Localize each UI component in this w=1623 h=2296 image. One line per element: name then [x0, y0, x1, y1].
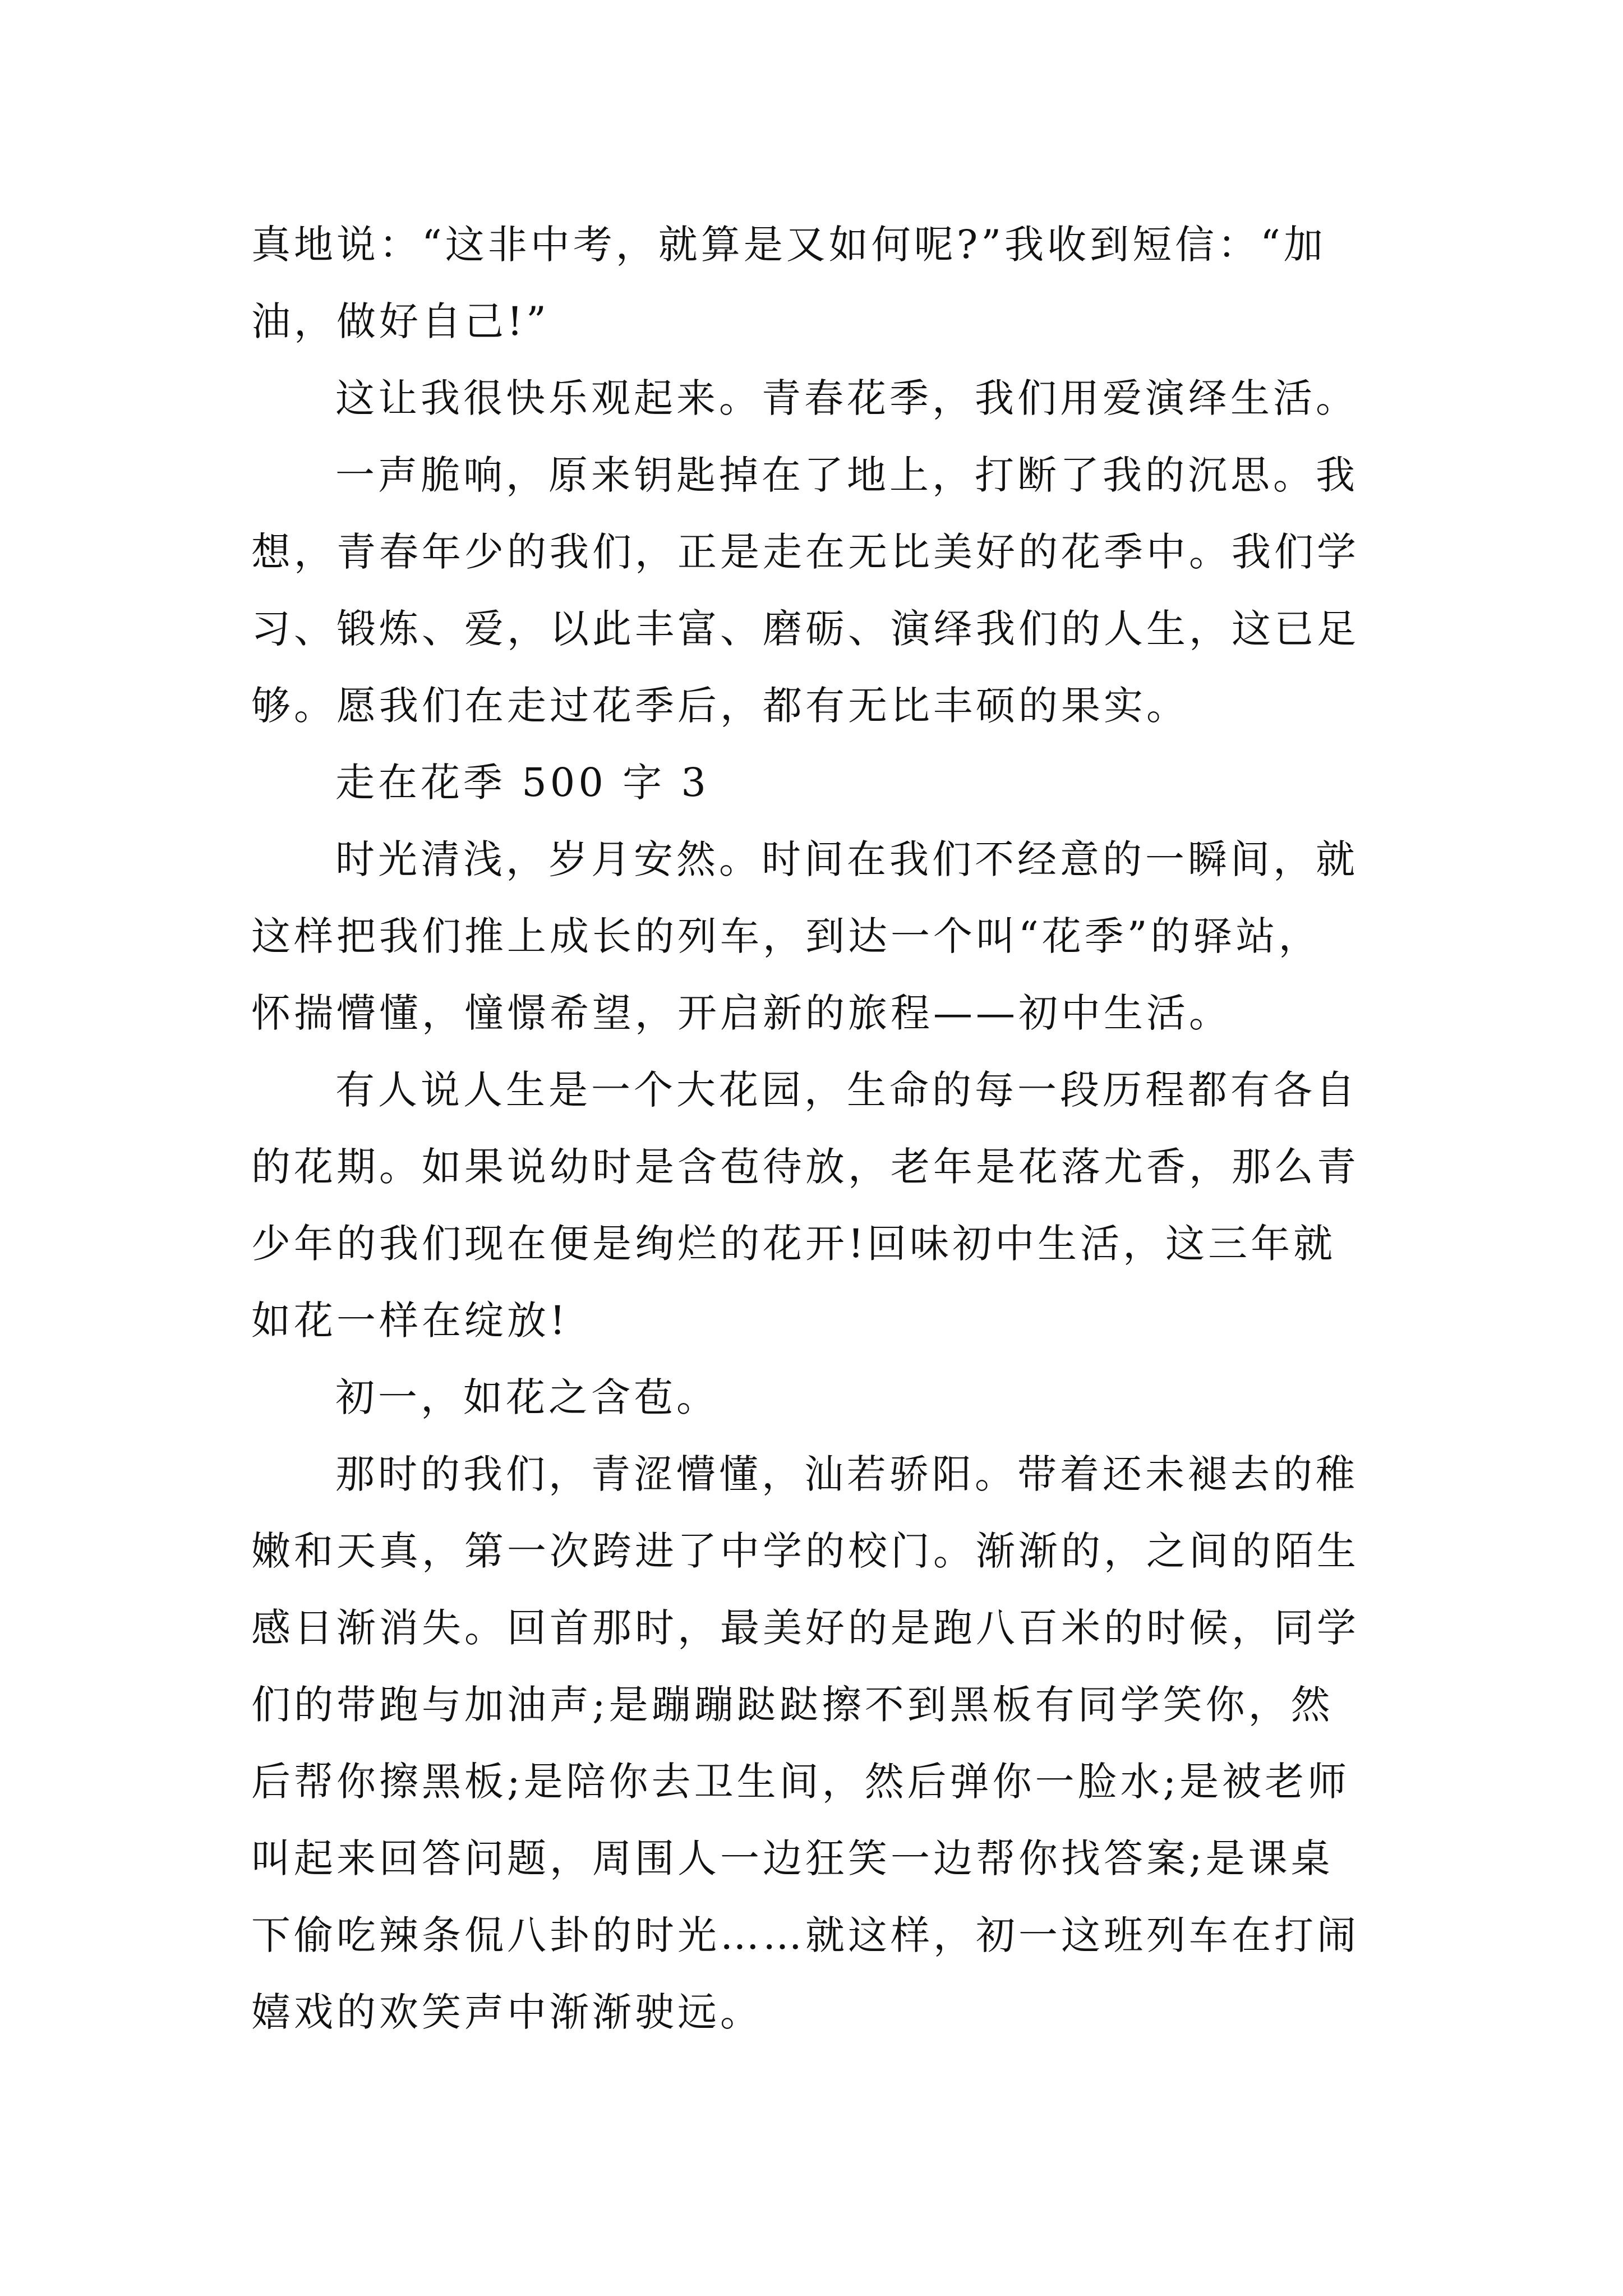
text-line: 真地说：“这非中考，就算是又如何呢?”我收到短信：“加 [251, 222, 1326, 268]
text-line: 叫起来回答问题，周围人一边狂笑一边帮你找答案;是课桌 [251, 1835, 1334, 1881]
paragraph-start-line: 这让我很快乐观起来。青春花季，我们用爱演绎生活。 [335, 375, 1358, 421]
text-line: 的花期。如果说幼时是含苞待放，老年是花落尤香，那么青 [251, 1144, 1359, 1190]
section-heading: 走在花季 500 字 3 [335, 760, 709, 806]
text-line: 嬉戏的欢笑声中渐渐驶远。 [251, 1989, 763, 2035]
paragraph-start-line: 那时的我们，青涩懵懂，汕若骄阳。带着还未褪去的稚 [335, 1451, 1358, 1497]
text-line: 油，做好自己!” [251, 298, 550, 344]
text-line: 们的带跑与加油声;是蹦蹦跶跶擦不到黑板有同学笑你，然 [251, 1682, 1334, 1728]
text-line: 想，青春年少的我们，正是走在无比美好的花季中。我们学 [251, 529, 1359, 575]
text-line: 够。愿我们在走过花季后，都有无比丰硕的果实。 [251, 683, 1189, 729]
text-line: 嫩和天真，第一次跨进了中学的校门。渐渐的，之间的陌生 [251, 1528, 1359, 1574]
paragraph-start-line: 初一，如花之含苞。 [335, 1374, 719, 1420]
text-line: 感日渐消失。回首那时，最美好的是跑八百米的时候，同学 [251, 1605, 1359, 1651]
text-line: 这样把我们推上成长的列车，到达一个叫“花季”的驿站， [251, 913, 1321, 959]
text-line: 习、锻炼、爱，以此丰富、磨砺、演绎我们的人生，这已足 [251, 606, 1359, 652]
text-line: 如花一样在绽放! [251, 1297, 569, 1343]
essay-body [251, 206, 1395, 2051]
paragraph-start-line: 一声脆响，原来钥匙掉在了地上，打断了我的沉思。我 [335, 452, 1358, 498]
paragraph-start-line: 有人说人生是一个大花园，生命的每一段历程都有各自 [335, 1067, 1358, 1113]
text-line: 后帮你擦黑板;是陪你去卫生间，然后弹你一脸水;是被老师 [251, 1759, 1350, 1805]
paragraph-start-line: 时光清浅，岁月安然。时间在我们不经意的一瞬间，就 [335, 836, 1358, 882]
text-line: 下偷吃辣条侃八卦的时光……就这样，初一这班列车在打闹 [251, 1912, 1359, 1958]
text-line: 少年的我们现在便是绚烂的花开!回味初中生活，这三年就 [251, 1221, 1336, 1267]
text-line: 怀揣懵懂，憧憬希望，开启新的旅程——初中生活。 [251, 990, 1232, 1036]
